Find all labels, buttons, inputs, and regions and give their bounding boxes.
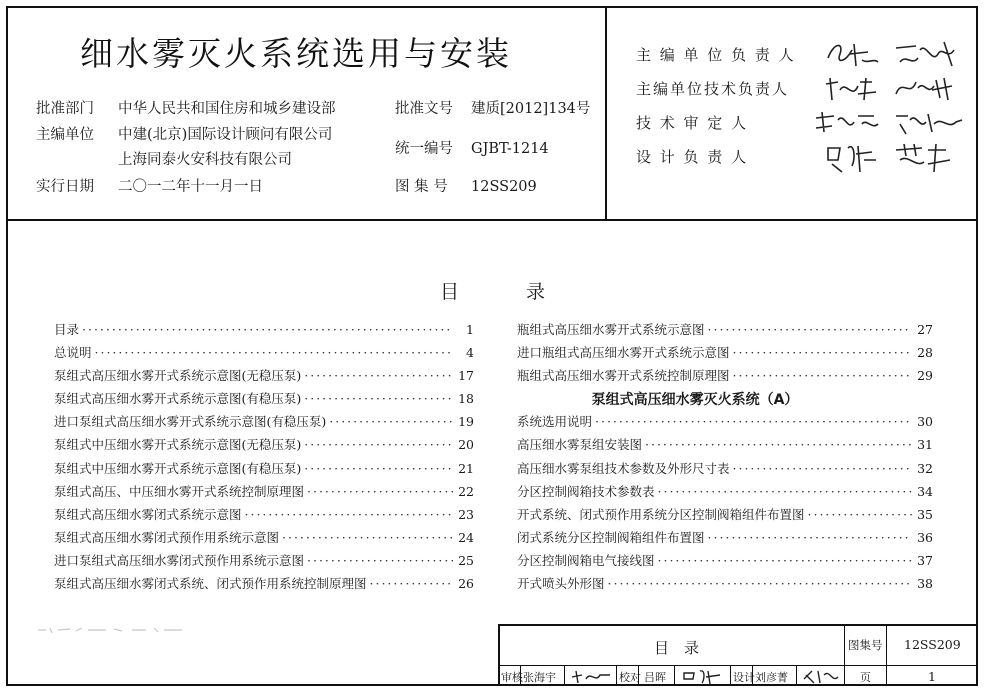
toc-entry[interactable] — [54, 366, 474, 389]
atlas-no-value: 12SS209 — [471, 179, 537, 195]
toc-leader-dots — [708, 322, 912, 337]
approval-dept-row — [36, 97, 336, 118]
toc-entry-page: 34 — [917, 483, 933, 499]
toc-section-heading: 泵组式高压细水雾灭火系统（A） — [591, 392, 799, 409]
toc-entry-page: 1 — [466, 322, 474, 337]
designer-signature — [800, 667, 844, 685]
toc-entry-page: 38 — [917, 576, 933, 592]
effective-date-value: 二〇一二年十一月一日 — [118, 179, 263, 195]
toc-right-column — [517, 320, 933, 597]
page-number: 1 — [928, 669, 936, 684]
toc-entry-page: 17 — [458, 368, 474, 384]
toc-entry-title: 泵组式高压细水雾闭式系统、闭式预作用系统控制原理图 — [54, 576, 367, 592]
responsibility-role: 设 计 负 责 人 — [636, 148, 749, 166]
header-divider — [6, 219, 978, 221]
toc-entry-title: 泵组式高压细水雾闭式系统示意图 — [54, 506, 242, 522]
atlas-no-row — [395, 175, 537, 196]
toc-leader-dots — [658, 553, 912, 568]
responsibility-row — [636, 146, 966, 180]
toc-entry-title: 泵组式高压、中压细水雾开式系统控制原理图 — [54, 483, 305, 499]
document-title: 细水雾灭火系统选用与安装 — [80, 34, 512, 73]
approval-doc-label: 批准文号 — [395, 101, 453, 117]
toc-entry-page: 37 — [917, 552, 933, 568]
toc-leader-dots — [304, 461, 453, 476]
editor-unit-row — [36, 123, 332, 144]
checker-signature — [680, 667, 728, 685]
toc-entry-title: 泵组式中压细水雾开式系统示意图(有稳压泵) — [54, 460, 302, 476]
page-label: 页 — [860, 671, 871, 684]
approval-dept-label: 批准部门 — [36, 101, 94, 117]
toc-entry[interactable] — [517, 435, 933, 458]
handwritten-signature — [892, 70, 964, 106]
toc-entry[interactable] — [517, 551, 933, 574]
toc-entry[interactable] — [517, 528, 933, 551]
handwritten-signature — [822, 36, 884, 72]
toc-leader-dots — [282, 530, 453, 545]
toc-entry-page: 36 — [917, 529, 933, 545]
faint-scan-marks — [36, 624, 186, 639]
toc-leader-dots — [329, 414, 453, 429]
toc-entry[interactable] — [517, 505, 933, 528]
reviewer-signature — [568, 667, 614, 685]
toc-entry-title: 分区控制阀箱电气接线图 — [517, 552, 655, 568]
check-label: 校对 — [619, 671, 641, 684]
atlas-no-label: 图 集 号 — [395, 179, 448, 195]
toc-entry[interactable] — [54, 320, 474, 343]
toc-entry-page: 22 — [458, 483, 474, 499]
toc-leader-dots — [307, 484, 453, 499]
toc-entry[interactable] — [54, 551, 474, 574]
design-label: 设计 — [733, 671, 755, 684]
toc-entry-title: 泵组式高压细水雾闭式预作用系统示意图 — [54, 529, 280, 545]
toc-entry[interactable] — [517, 366, 933, 389]
toc-leader-dots — [304, 437, 453, 452]
effective-date-label: 实行日期 — [36, 179, 94, 195]
toc-leader-dots — [304, 391, 453, 406]
toc-entry-page: 18 — [458, 391, 474, 407]
toc-left-column — [54, 320, 474, 597]
toc-entry-title: 进口泵组式高压细水雾闭式预作用系统示意图 — [54, 552, 305, 568]
sheet-title-char-1: 目 — [654, 639, 670, 657]
editor-unit-row-2 — [118, 148, 292, 169]
toc-title-char-1: 目 — [440, 281, 460, 303]
toc-leader-dots — [808, 507, 912, 522]
toc-entry-page: 32 — [917, 460, 933, 476]
toc-entry-page: 20 — [458, 437, 474, 453]
responsibility-role: 主编单位技术负责人 — [636, 80, 790, 98]
approval-doc-value: 建质[2012]134号 — [471, 101, 591, 117]
scan-noise-decoration — [36, 624, 186, 636]
handwritten-signature — [822, 138, 882, 176]
toc-leader-dots — [708, 530, 912, 545]
handwritten-signature — [892, 36, 964, 72]
responsibility-block — [636, 44, 966, 180]
toc-title-char-2: 录 — [526, 281, 546, 303]
toc-entry-page: 21 — [458, 460, 474, 476]
toc-leader-dots — [95, 345, 453, 360]
review-label: 审核 — [501, 671, 523, 684]
toc-leader-dots — [658, 484, 912, 499]
toc-entry[interactable] — [517, 459, 933, 482]
toc-entry-title: 总说明 — [54, 345, 92, 361]
toc-entry-title: 高压细水雾泵组技术参数及外形尺寸表 — [517, 460, 730, 476]
toc-leader-dots — [307, 553, 453, 568]
toc-entry-page: 35 — [917, 506, 933, 522]
unified-no-row — [395, 137, 549, 158]
toc-entry-title: 瓶组式高压细水雾开式系统控制原理图 — [517, 368, 730, 384]
responsibility-role: 技 术 审 定 人 — [636, 114, 749, 132]
reviewer-name: 张海宇 — [523, 671, 556, 684]
toc-leader-dots — [733, 345, 912, 360]
toc-entry-title: 进口瓶组式高压细水雾开式系统示意图 — [517, 345, 730, 361]
toc-entry[interactable] — [54, 435, 474, 458]
toc-leader-dots — [733, 368, 912, 383]
toc-entry[interactable] — [54, 505, 474, 528]
toc-entry[interactable] — [517, 343, 933, 366]
editor-unit-value-2: 上海同泰火安科技有限公司 — [118, 152, 292, 168]
toc-entry-title: 系统选用说明 — [517, 414, 593, 430]
toc-entry-title: 分区控制阀箱技术参数表 — [517, 483, 655, 499]
toc-entry-page: 23 — [458, 506, 474, 522]
toc-entry-title: 目录 — [54, 322, 80, 337]
toc-leader-dots — [733, 461, 912, 476]
responsibility-role: 主 编 单 位 负 责 人 — [636, 46, 796, 64]
toc-entry-page: 28 — [917, 345, 933, 361]
toc-entry-page: 31 — [917, 437, 933, 453]
toc-leader-dots — [608, 576, 912, 591]
atlas-no-value: 12SS209 — [904, 637, 961, 652]
toc-entry-page: 24 — [458, 529, 474, 545]
toc-entry[interactable] — [54, 459, 474, 482]
toc-leader-dots — [304, 368, 453, 383]
toc-entry[interactable] — [54, 389, 474, 412]
toc-entry-title: 开式喷头外形图 — [517, 576, 605, 592]
atlas-no-label: 图集号 — [848, 638, 883, 652]
title-block — [498, 624, 978, 686]
handwritten-signature — [892, 104, 966, 140]
toc-entry-page: 27 — [917, 322, 933, 337]
toc-entry[interactable] — [517, 482, 933, 505]
toc-entry[interactable] — [54, 343, 474, 366]
toc-entry-title: 高压细水雾泵组安装图 — [517, 437, 643, 453]
toc-leader-dots — [370, 576, 453, 591]
toc-entry[interactable] — [54, 482, 474, 505]
checker-name: 吕晖 — [644, 671, 666, 684]
toc-leader-dots — [645, 437, 912, 452]
toc-entry-page: 25 — [458, 552, 474, 568]
toc-leader-dots — [245, 507, 453, 522]
toc-entry-page: 26 — [458, 576, 474, 592]
editor-unit-value-1: 中建(北京)国际设计顾问有限公司 — [118, 127, 333, 143]
toc-leader-dots — [82, 322, 453, 337]
toc-entry[interactable] — [54, 528, 474, 551]
toc-entry[interactable] — [517, 412, 933, 435]
toc-leader-dots — [595, 414, 912, 429]
unified-no-value: GJBT-1214 — [471, 141, 549, 157]
toc-entry-title: 泵组式高压细水雾开式系统示意图(无稳压泵) — [54, 368, 302, 384]
toc-entry-page: 19 — [458, 414, 474, 430]
toc-entry[interactable] — [517, 574, 933, 597]
approval-doc-row — [395, 97, 590, 118]
toc-entry[interactable] — [54, 412, 474, 435]
unified-no-label: 统一编号 — [395, 141, 453, 157]
toc-entry-page: 4 — [466, 345, 474, 361]
effective-date-row — [36, 175, 263, 196]
handwritten-signature — [892, 138, 958, 176]
handwritten-signature — [812, 104, 884, 140]
toc-entry-title: 瓶组式高压细水雾开式系统示意图 — [517, 322, 705, 337]
toc-entry-page: 30 — [917, 414, 933, 430]
toc-entry[interactable] — [517, 320, 933, 343]
header-vertical-separator — [605, 6, 607, 220]
editor-unit-label: 主编单位 — [36, 127, 94, 143]
toc-entry-page: 29 — [917, 368, 933, 384]
handwritten-signature — [822, 70, 884, 106]
toc-entry-title: 泵组式中压细水雾开式系统示意图(无稳压泵) — [54, 437, 302, 453]
sheet-title-char-2: 录 — [684, 639, 700, 657]
toc-entry-title: 闭式系统分区控制阀箱组件布置图 — [517, 529, 705, 545]
toc-entry-title: 进口泵组式高压细水雾开式系统示意图(有稳压泵) — [54, 414, 327, 430]
toc-entry[interactable] — [54, 574, 474, 597]
toc-entry-title: 泵组式高压细水雾开式系统示意图(有稳压泵) — [54, 391, 302, 407]
designer-name: 刘彦菁 — [755, 671, 788, 684]
approval-dept-value: 中华人民共和国住房和城乡建设部 — [118, 101, 336, 117]
toc-entry-title: 开式系统、闭式预作用系统分区控制阀箱组件布置图 — [517, 506, 805, 522]
